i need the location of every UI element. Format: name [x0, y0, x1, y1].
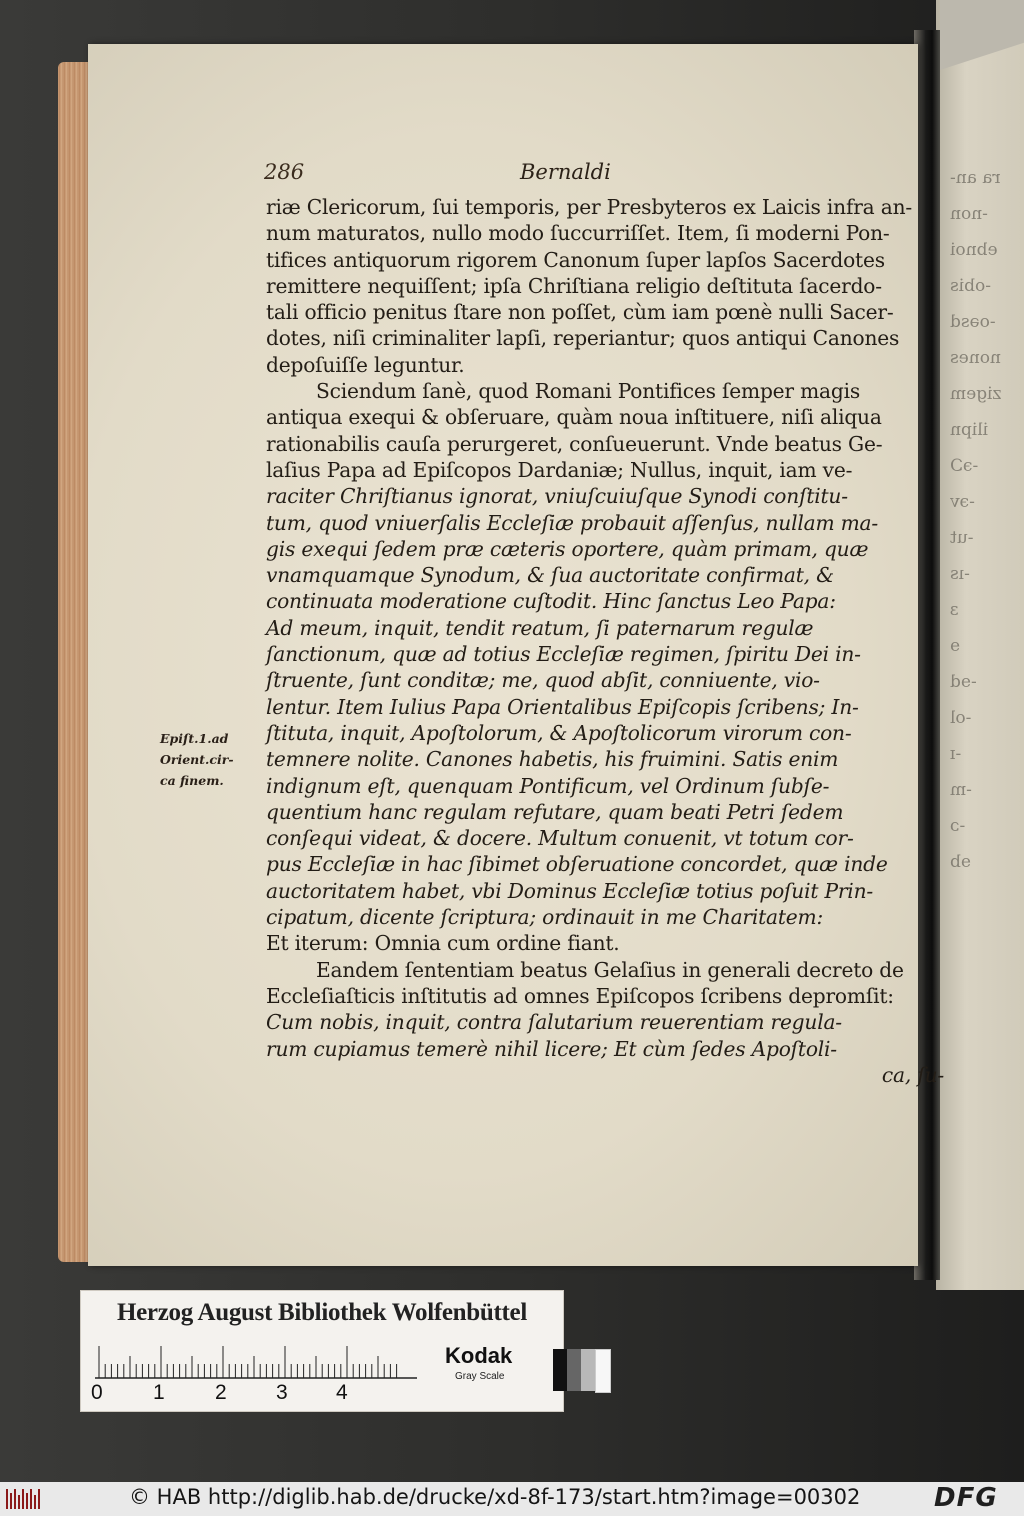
ruler-number: 1 — [153, 1381, 165, 1404]
text-line: cipatum, dicente ſcriptura; ordinauit in me Charitatem: — [266, 905, 824, 930]
bleed-through-text: -эƆ — [950, 456, 979, 476]
bleed-through-text: -ɘd — [950, 672, 977, 692]
bleed-through-text: zigem — [950, 384, 1002, 404]
text-line: vnamquamque Synodum, & ſua auctoritate confirmat, & — [266, 563, 834, 588]
text-line: Sciendum ſanè, quod Romani Pontifices ſemper magis — [316, 379, 861, 404]
gray-patch-black — [553, 1349, 567, 1391]
dfg-logo: DFG — [934, 1483, 998, 1513]
bleed-through-text: -ut — [950, 528, 974, 548]
bleed-through-text: ɘb — [950, 852, 971, 872]
text-line: ſtituta, inquit, Apoſtolorum, & Apoſtolicorum virorum con- — [266, 720, 852, 745]
text-line: depoſuiſſe leguntur. — [266, 352, 465, 377]
bleed-through-text: -oəsd — [950, 312, 996, 332]
ruler-number: 2 — [215, 1381, 227, 1404]
text-line: Eccleſiaſticis inſtitutis ad omnes Epiſcopos ſcribens depromſit: — [266, 983, 894, 1008]
text-line: ſtruente, ſunt conditæ; me, quod abſit, conniuente, vio- — [266, 668, 820, 693]
text-line: pus Eccleſiæ in hac ſibimet obſeruatione concordet, quæ inde — [266, 852, 888, 877]
text-line: quentium hanc regulam refutare, quam beati Petri ſedem — [266, 799, 844, 824]
running-title: Bernaldi — [520, 160, 611, 184]
margin-note-line: Orient.cir- — [160, 752, 234, 767]
bleed-through-text: nones — [950, 348, 1001, 368]
text-line: tifices antiquorum rigorem Canonum ſuper lapſos Sacerdotes — [266, 247, 885, 272]
bleed-through-text: ra an- — [950, 168, 1001, 188]
catchword: ca, ſu- — [881, 1062, 944, 1087]
running-head — [88, 160, 918, 190]
text-line: remittere nequiſſent; ipſa Chriſtiana religio deſtituta ſacerdo- — [266, 273, 882, 298]
library-name: Herzog August Bibliothek Wolfenbüttel — [116, 1299, 527, 1326]
hab-logo-icon — [6, 1487, 42, 1511]
text-line: temnere nolite. Canones habetis, his fruimini. Satis enim — [266, 747, 839, 772]
footer-bar — [0, 1482, 1024, 1516]
ruler-number: 3 — [276, 1381, 288, 1404]
text-line: ſanctionum, quæ ad totius Eccleſiæ regimen, ſpiritu Dei in- — [266, 642, 861, 667]
gray-patch-dark — [567, 1349, 581, 1391]
text-line: dotes, niſi criminaliter lapſi, reperiantur; quos antiqui Canones — [266, 326, 900, 351]
book-page — [88, 44, 944, 1266]
body-text — [266, 194, 966, 1088]
bleed-through-text: -ol — [950, 708, 972, 728]
gray-patches — [543, 1349, 613, 1391]
margin-note — [160, 728, 234, 791]
bleed-through-text: -obis — [950, 276, 992, 296]
text-line: auctoritatem habet, vbi Dominus Eccleſiæ totius poſuit Prin- — [266, 878, 873, 903]
text-line: Ad meum, inquit, tendit reatum, ſi paternarum regulæ — [266, 615, 814, 640]
text-line: tum, quod vniuerſalis Eccleſiæ probauit aſſenſus, nullam ma- — [266, 510, 879, 535]
gray-patch-light — [595, 1349, 611, 1393]
margin-note-line: ca finem. — [160, 773, 224, 788]
page-number: 286 — [264, 160, 305, 184]
text-line: indignum eſt, quenquam Pontificum, vel Ordinum ſubſe- — [266, 773, 830, 798]
text-line: continuata moderatione cuſtodit. Hinc ſanctus Leo Papa: — [266, 589, 836, 614]
bleed-through-text: -ıs — [950, 564, 970, 584]
text-line: gis exequi ſedem præ cæteris oportere, quàm primam, quæ — [266, 536, 869, 561]
text-line: raciter Chriſtianus ignorat, vniuſcuiuſque Synodi conſtitu- — [266, 484, 848, 509]
gray-scale-label: Gray Scale — [455, 1371, 505, 1382]
kodak-label: Kodak — [445, 1343, 513, 1368]
text-line: laſius Papa ad Epiſcopos Dardaniæ; Nullus, inquit, iam ve- — [266, 457, 853, 482]
ruler-number: 4 — [336, 1381, 348, 1404]
ruler-number: 0 — [91, 1381, 103, 1404]
text-line: num maturatos, nullo modo ſuccurriſſet. Item, ſi moderni Pon- — [266, 221, 890, 246]
scale-ruler — [95, 1345, 425, 1379]
bleed-through-text: ilipn — [950, 420, 989, 440]
text-line: rationabilis cauſa perurgeret, conſueuerunt. Vnde beatus Ge- — [266, 431, 883, 456]
text-line: rum cupiamus temerè nihil licere; Et cùm ſedes Apoſtoli- — [266, 1036, 837, 1061]
bleed-through-text: -ɪ — [950, 744, 962, 764]
text-line: tali officio penitus ſtare non poſſet, cùm iam pœnè nulli Sacer- — [266, 300, 894, 325]
text-line: conſequi videat, & docere. Multum conuenit, vt totum cor- — [266, 826, 854, 851]
bleed-through-text: -m — [950, 780, 972, 800]
bleed-through-text: -non — [950, 204, 988, 224]
text-line: Eandem ſententiam beatus Gelaſius in generali decreto de — [316, 957, 904, 982]
color-scale-card — [80, 1290, 564, 1412]
text-line: riæ Clericorum, ſui temporis, per Presbyteros ex Laicis infra an- — [266, 195, 912, 219]
bleed-through-text: -ɔ — [950, 816, 966, 836]
text-line: Et iterum: Omnia cum ordine fiant. — [266, 931, 620, 956]
gray-patch-mid — [581, 1349, 595, 1391]
text-line: Cum nobis, inquit, contra ſalutarium reuerentiam regula- — [266, 1010, 842, 1035]
bleed-through-text: ɜ — [950, 600, 959, 620]
bleed-through-text: ebnoi — [950, 240, 998, 260]
margin-note-line: Epiſt.1.ad — [160, 731, 229, 746]
text-line: lentur. Item Iulius Papa Orientalibus Epiſcopis ſcribens; In- — [266, 694, 859, 719]
bleed-through-text: ɘ — [950, 636, 961, 656]
bleed-through-text: -эv — [950, 492, 975, 512]
footer-source-link[interactable]: © HAB http://diglib.hab.de/drucke/xd-8f-173/start.htm?image=00302 — [129, 1485, 861, 1509]
text-line: antiqua exequi & obſeruare, quàm noua inſtituere, niſi aliqua — [266, 405, 882, 430]
